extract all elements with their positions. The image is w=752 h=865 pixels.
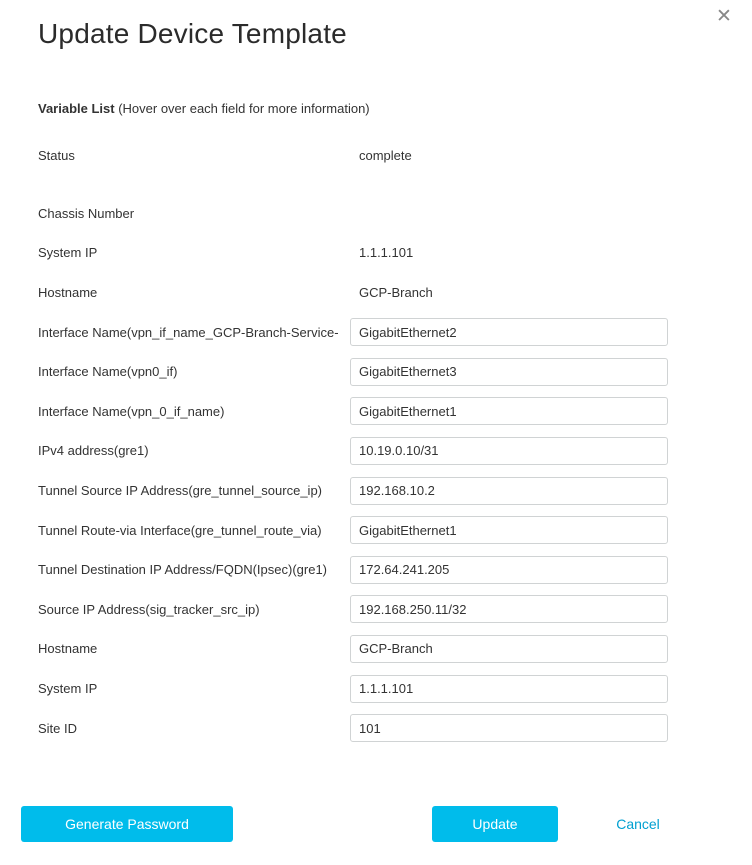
form-row	[0, 550, 752, 590]
cancel-button[interactable]: Cancel	[592, 806, 684, 842]
field-label: Site ID	[38, 720, 78, 736]
field-input[interactable]	[350, 675, 668, 703]
field-input[interactable]	[350, 477, 668, 505]
field-label: Status	[38, 148, 75, 164]
form-row	[0, 312, 752, 352]
field-label: IPv4 address(gre1)	[38, 443, 149, 459]
field-input[interactable]	[350, 437, 668, 465]
form-row	[0, 431, 752, 471]
field-label: Interface Name(vpn0_if)	[38, 364, 178, 380]
form-row	[0, 510, 752, 550]
field-input[interactable]	[350, 358, 668, 386]
field-label: Interface Name(vpn_if_name_GCP-Branch-Service-	[38, 324, 339, 340]
form-row	[0, 629, 752, 669]
form-row	[0, 273, 752, 313]
field-label: System IP	[38, 681, 98, 697]
field-label: Source IP Address(sig_tracker_src_ip)	[38, 601, 260, 617]
field-input[interactable]	[350, 556, 668, 584]
form-row	[0, 471, 752, 511]
field-value: complete	[359, 148, 412, 164]
field-label: Tunnel Source IP Address(gre_tunnel_source_ip)	[38, 483, 323, 499]
field-input[interactable]	[350, 595, 668, 623]
form-row	[0, 392, 752, 432]
field-input[interactable]	[350, 397, 668, 425]
form-row	[0, 708, 752, 748]
field-value: 1.1.1.101	[359, 245, 414, 261]
field-label: Hostname	[38, 285, 98, 301]
dialog-footer	[0, 806, 752, 842]
field-input[interactable]	[350, 318, 668, 346]
variable-list-label: Variable List	[38, 101, 115, 116]
page-title: Update Device Template	[38, 18, 347, 49]
field-input[interactable]	[350, 635, 668, 663]
close-icon[interactable]: ✕	[712, 4, 736, 28]
variable-list-hint: (Hover over each field for more information)	[114, 101, 370, 116]
update-button[interactable]: Update	[432, 806, 558, 842]
field-input[interactable]	[350, 714, 668, 742]
form-row	[0, 233, 752, 273]
form-row	[0, 136, 752, 176]
form-row	[0, 352, 752, 392]
field-label: Tunnel Destination IP Address/FQDN(Ipsec)(gre1)	[38, 562, 328, 578]
form-spacer	[0, 176, 752, 194]
field-label: System IP	[38, 245, 98, 261]
form-row	[0, 590, 752, 630]
form-row	[0, 669, 752, 709]
field-label: Tunnel Route-via Interface(gre_tunnel_route_via)	[38, 522, 322, 538]
field-label: Chassis Number	[38, 205, 135, 221]
form-row	[0, 194, 752, 234]
field-input[interactable]	[350, 516, 668, 544]
field-label: Hostname	[38, 641, 98, 657]
field-value: GCP-Branch	[359, 285, 433, 301]
generate-password-button[interactable]: Generate Password	[21, 806, 233, 842]
variable-form	[0, 136, 752, 748]
field-label: Interface Name(vpn_0_if_name)	[38, 403, 225, 419]
variable-list-header	[38, 101, 370, 116]
